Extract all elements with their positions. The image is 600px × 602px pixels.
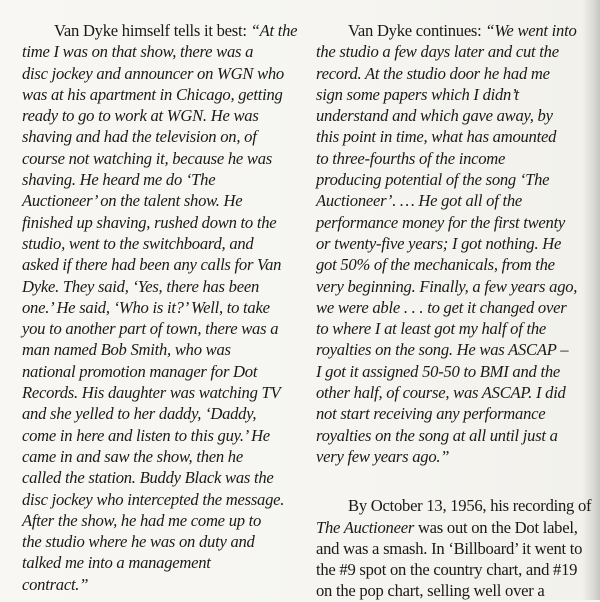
text-line [316, 517, 586, 538]
text-line: very few years ago.” [316, 446, 450, 466]
text-line: or twenty-five years; I got nothing. He [316, 233, 562, 253]
text-line: to three-fourths of the income [316, 148, 506, 168]
text-line: was at his apartment in Chicago, getting [22, 84, 283, 104]
text-line: one.’ He said, ‘Who is it?’ Well, to take [22, 297, 270, 317]
text-line: to where I at least got my half of the [316, 319, 546, 339]
text-line: not start receiving any performance [316, 404, 546, 424]
text-line: Auctioneer’. … He got all of the [316, 191, 522, 211]
text-line: course not watching it, because he was [22, 148, 272, 168]
text-line: come in here and listen to this guy.’ He [22, 425, 270, 445]
text-line: got 50% of the mechanicals, from the [316, 255, 555, 275]
text-line: I got it assigned 50-50 to BMI and the [316, 361, 560, 381]
text-line: you to another part of town, there was a [22, 319, 279, 339]
text-line [316, 20, 586, 41]
text-line: sign some papers which I didn’t [316, 84, 519, 104]
text-line: royalties on the song. He was ASCAP – [316, 340, 569, 360]
text-line: record. At the studio door he had me [316, 63, 550, 83]
text-line: Dyke. They said, ‘Yes, there has been [22, 276, 259, 296]
text-line: shaving. He heard me do ‘The [22, 170, 216, 190]
text-line: understand and which gave away, by [316, 106, 553, 126]
van-dyke-quote-paragraph [22, 20, 298, 595]
text-line: time I was on that show, there was a [22, 42, 254, 62]
text-line: and she yelled to her daddy, ‘Daddy, [22, 404, 257, 424]
paragraph-gap [316, 467, 586, 495]
text-line: came in and saw the show, then he [22, 446, 243, 466]
text-line: other half, of course, was ASCAP. I did [316, 383, 566, 403]
text-line: man named Bob Smith, who was [22, 340, 231, 360]
text-line: ready to go to work at WGN. He was [22, 106, 259, 126]
text-line: disc jockey and announcer on WGN who [22, 63, 284, 83]
text-line: we were able . . . to get it changed over [316, 297, 567, 317]
text-line: the #9 spot on the country chart, and #19 [316, 560, 578, 580]
text-line: called the station. Buddy Black was the [22, 468, 274, 488]
text-line: performance money for the first twenty [316, 212, 566, 232]
text-line: shaving and had the television on, of [22, 127, 257, 147]
text-line: studio, went to the switchboard, and [22, 233, 254, 253]
song-title: The Auctioneer [316, 517, 415, 537]
text-line: Auctioneer’ on the talent show. He [22, 191, 243, 211]
chart-history-paragraph [316, 495, 592, 601]
text-line: and was a smash. In ‘Billboard’ it went to [316, 538, 583, 558]
text-fragment: was out on the Dot label, [414, 517, 578, 537]
text-line: this point in time, what has amounted [316, 127, 557, 147]
text-line: royalties on the song at all until just a [316, 425, 558, 445]
text-line: contract.” [22, 574, 89, 594]
text-line: After the show, he had me come up to [22, 510, 262, 530]
text-line: By October 13, 1956, his recording of [348, 496, 592, 516]
right-column [316, 20, 592, 602]
left-column [22, 20, 298, 595]
quote-start: “We went into [485, 21, 577, 40]
van-dyke-continues-paragraph [316, 20, 586, 467]
text-line: national promotion manager for Dot [22, 361, 258, 381]
text-line [22, 20, 298, 41]
text-line: on the pop chart, selling well over a [316, 581, 545, 601]
text-line: finished up shaving, rushed down to the [22, 212, 277, 232]
paragraph-lead: Van Dyke continues: [348, 21, 486, 40]
text-line: asked if there had been any calls for Van [22, 255, 282, 275]
text-line: very beginning. Finally, a few years ago, [316, 276, 578, 296]
text-line: the studio a few days later and cut the [316, 42, 559, 62]
text-line: Records. His daughter was watching TV [22, 383, 281, 403]
text-line: talked me into a management [22, 553, 211, 573]
paragraph-lead: Van Dyke himself tells it best: [54, 21, 251, 40]
text-line: the studio where he was on duty and [22, 532, 255, 552]
quote-start: “At the [250, 21, 298, 40]
text-line: producing potential of the song ‘The [316, 170, 550, 190]
text-line: disc jockey who intercepted the message. [22, 489, 285, 509]
